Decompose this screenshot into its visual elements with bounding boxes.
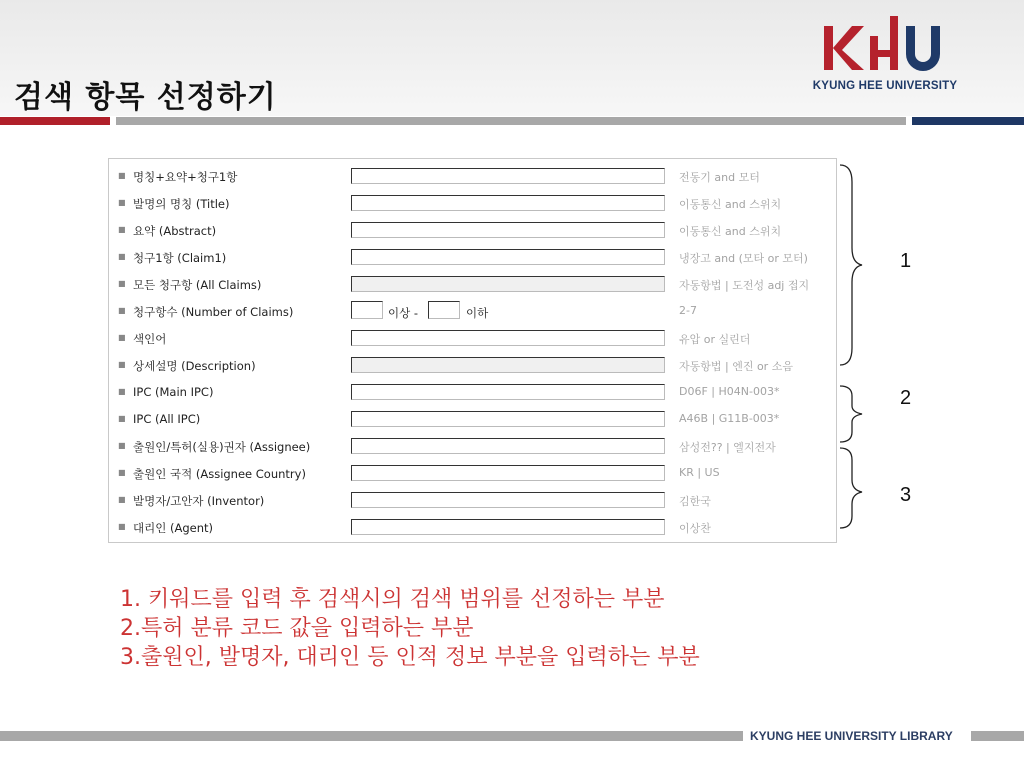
header-divider-red: [0, 117, 110, 125]
assignee-input[interactable]: [351, 438, 665, 454]
form-row-title: [109, 190, 836, 217]
bullet: ■: [118, 252, 126, 261]
field-label: IPC (Main IPC): [133, 385, 214, 399]
explanation-notes: [120, 585, 700, 672]
claim1-input[interactable]: [351, 249, 665, 265]
bullet: ■: [118, 522, 126, 531]
note-line-1: 1. 키워드를 입력 후 검색시의 검색 범위를 선정하는 부분: [120, 587, 665, 612]
note-line-3: 3.출원인, 발명자, 대리인 등 인적 정보 부분을 입력하는 부분: [120, 645, 700, 670]
form-row-main-ipc: [109, 379, 836, 406]
bullet: ■: [118, 414, 126, 423]
field-label: 출원인/특허(실용)권자 (Assignee): [133, 440, 311, 454]
inventor-input[interactable]: [351, 492, 665, 508]
description-input[interactable]: [351, 357, 665, 373]
assignee-country-input[interactable]: [351, 465, 665, 481]
bullet: ■: [118, 495, 126, 504]
khu-logo: [800, 12, 970, 102]
bullet: ■: [118, 306, 126, 315]
field-example: 이동통신 and 스위치: [679, 225, 782, 238]
brace-group-3: [840, 448, 862, 528]
form-row-inventor: [109, 487, 836, 514]
field-example: 전동기 and 모터: [679, 171, 760, 184]
field-label: 명칭+요약+청구1항: [133, 170, 238, 184]
bullet: ■: [118, 171, 126, 180]
brace-group-2: [840, 386, 862, 442]
claims-max-suffix: 이하: [466, 306, 489, 320]
group-braces: [838, 160, 878, 532]
search-field-form: [108, 158, 837, 543]
title-input[interactable]: [351, 195, 665, 211]
bullet: ■: [118, 225, 126, 234]
field-example: 자동항법 | 엔진 or 소음: [679, 360, 793, 373]
field-label: 청구1항 (Claim1): [133, 251, 227, 265]
field-example: 자동항법 | 도전성 adj 접지: [679, 279, 810, 292]
field-label: 발명자/고안자 (Inventor): [133, 494, 265, 508]
field-example: 이동통신 and 스위치: [679, 198, 782, 211]
form-row-agent: [109, 514, 836, 541]
field-example: D06F | H04N-003*: [679, 385, 780, 398]
field-example: 냉장고 and (모타 or 모터): [679, 252, 808, 265]
all-claims-input[interactable]: [351, 276, 665, 292]
form-row-index-terms: [109, 325, 836, 352]
index-terms-input[interactable]: [351, 330, 665, 346]
field-label: 청구항수 (Number of Claims): [133, 305, 294, 319]
form-row-claim1: [109, 244, 836, 271]
header-divider-gray: [116, 117, 906, 125]
field-example: 2-7: [679, 304, 697, 317]
agent-input[interactable]: [351, 519, 665, 535]
title-abstract-claim-input[interactable]: [351, 168, 665, 184]
claims-max-input[interactable]: [428, 301, 460, 319]
form-row-abstract: [109, 217, 836, 244]
bullet: ■: [118, 441, 126, 450]
field-label: 발명의 명칭 (Title): [133, 197, 230, 211]
brace-group-1: [840, 165, 862, 365]
form-row-title-abstract-claim: [109, 163, 836, 190]
slide-title: 검색 항목 선정하기: [14, 80, 277, 115]
logo-university-name: KYUNG HEE UNIVERSITY: [812, 80, 958, 92]
group-number-1: 1: [900, 250, 912, 272]
bullet: ■: [118, 198, 126, 207]
claims-min-suffix: 이상 -: [388, 306, 419, 320]
group-number-3: 3: [900, 484, 912, 506]
field-label: 모든 청구항 (All Claims): [133, 278, 262, 292]
claims-min-input[interactable]: [351, 301, 383, 319]
field-example: 이상찬: [679, 522, 711, 535]
bullet: ■: [118, 360, 126, 369]
abstract-input[interactable]: [351, 222, 665, 238]
field-example: 김한국: [679, 495, 711, 508]
field-example: 삼성전?? | 엘지전자: [679, 441, 776, 454]
bullet: ■: [118, 387, 126, 396]
footer-divider-left: [0, 731, 743, 741]
form-row-all-claims: [109, 271, 836, 298]
bullet: ■: [118, 468, 126, 477]
bullet: ■: [118, 279, 126, 288]
field-label: 출원인 국적 (Assignee Country): [133, 467, 306, 481]
field-example: 유압 or 실린더: [679, 333, 751, 346]
field-label: 상세설명 (Description): [133, 359, 256, 373]
bullet: ■: [118, 333, 126, 342]
form-row-assignee-country: [109, 460, 836, 487]
field-label: 요약 (Abstract): [133, 224, 217, 238]
field-label: 대리인 (Agent): [133, 521, 213, 535]
form-row-description: [109, 352, 836, 379]
main-ipc-input[interactable]: [351, 384, 665, 400]
form-row-number-of-claims: [109, 298, 836, 325]
form-row-all-ipc: [109, 406, 836, 433]
all-ipc-input[interactable]: [351, 411, 665, 427]
note-line-2: 2.특허 분류 코드 값을 입력하는 부분: [120, 616, 474, 641]
form-row-assignee: [109, 433, 836, 460]
khu-logo-icon: [822, 12, 942, 74]
field-example: A46B | G11B-003*: [679, 412, 780, 425]
footer-divider-right: [971, 731, 1024, 741]
field-label: IPC (All IPC): [133, 412, 201, 426]
header-divider-navy: [912, 117, 1024, 125]
field-label: 색인어: [133, 332, 167, 346]
footer-library-name: KYUNG HEE UNIVERSITY LIBRARY: [750, 729, 953, 743]
group-number-2: 2: [900, 387, 912, 409]
field-example: KR | US: [679, 466, 720, 479]
